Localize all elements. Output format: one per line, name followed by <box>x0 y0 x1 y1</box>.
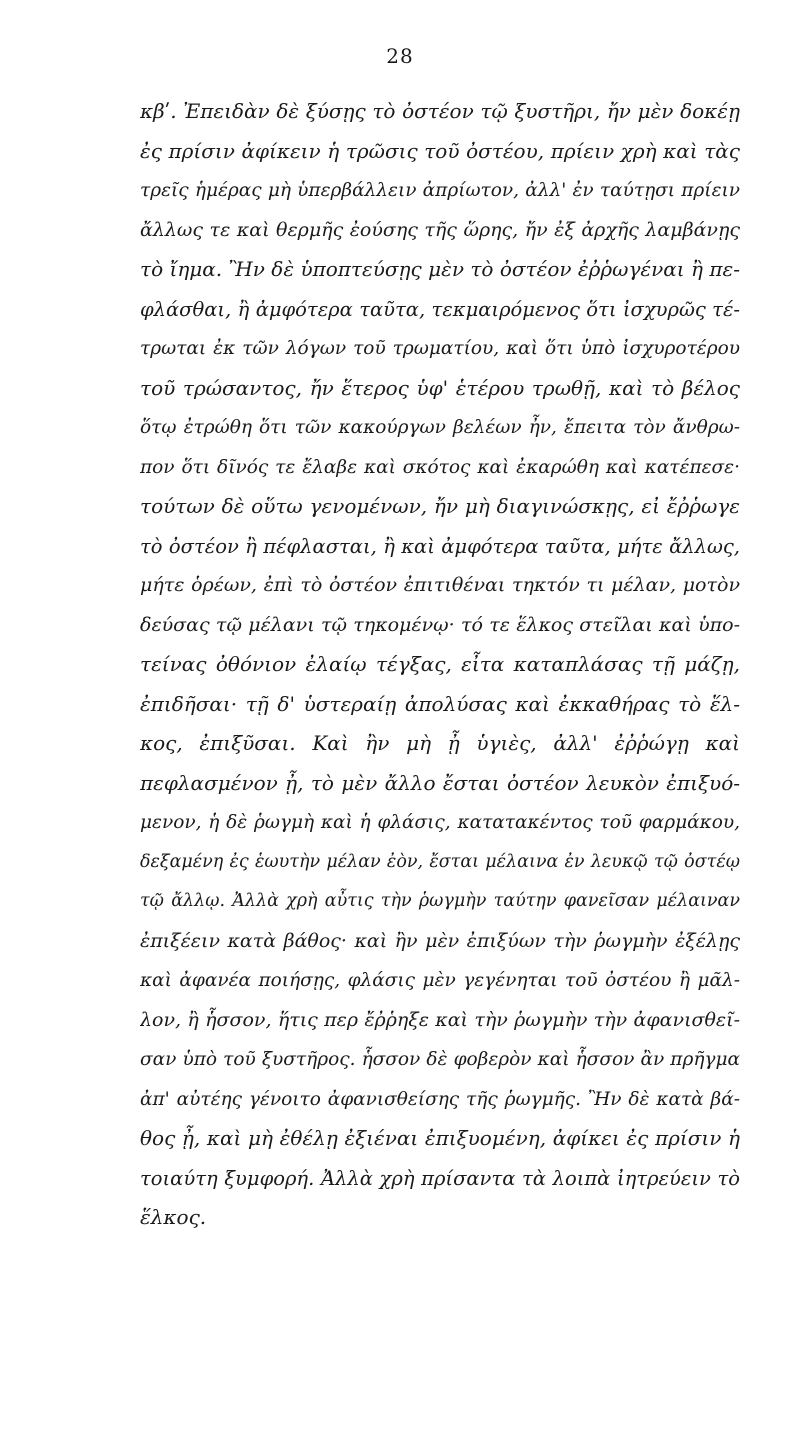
text-line: πον ὅτι δῖνός τε ἔλαβε καὶ σκότος καὶ ἐκαρώθη καὶ κατέπεσε· <box>140 456 740 478</box>
text-line: τρωται ἐκ τῶν λόγων τοῦ τρωματίου, καὶ ὅτι ὑπὸ ἰσχυροτέρου <box>140 338 740 359</box>
text-line: κος, ἐπιξῦσαι. Καὶ ἢν μὴ ᾖ ὑγιὲς, ἀλλ' ἐῤῥώγῃ καὶ <box>140 731 740 755</box>
text-line: τοιαύτη ξυμφορή. Ἀλλὰ χρὴ πρίσαντα τὰ λοιπὰ ἰητρεύειν τὸ <box>140 1166 740 1190</box>
text-line: φλάσθαι, ἢ ἀμφότερα ταῦτα, τεκμαιρόμενος ὅτι ἰσχυρῶς τέ- <box>140 297 740 321</box>
text-line: δεύσας τῷ μέλανι τῷ τηκομένῳ· τό τε ἕλκος στεῖλαι καὶ ὑπο- <box>140 613 740 636</box>
text-line: ἐς πρίσιν ἀφίκειν ἡ τρῶσις τοῦ ὀστέου, πρίειν χρὴ καὶ τὰς <box>140 138 740 163</box>
text-line: τὸ ἴημα. Ἢν δὲ ὑποπτεύσῃς μὲν τὸ ὀστέον ἐῤῥωγέναι ἢ πε- <box>140 257 740 281</box>
page-number: 28 <box>386 44 414 68</box>
text-line: ὅτῳ ἐτρώθη ὅτι τῶν κακούργων βελέων ἦν, ἔπειτα τὸν ἄνθρω- <box>140 417 740 438</box>
text-line: ἐπιξέειν κατὰ βάθος· καὶ ἢν μὲν ἐπιξύων τὴν ῥωγμὴν ἐξέλῃς <box>140 929 740 952</box>
text-line: πεφλασμένον ᾖ, τὸ μὲν ἄλλο ἔσται ὀστέον λευκὸν ἐπιξυό- <box>140 770 740 795</box>
text-line: σαν ὑπὸ τοῦ ξυστῆρος. ἧσσον δὲ φοβερὸν καὶ ἧσσον ἂν πρῆγμα <box>140 1049 740 1070</box>
text-line: καὶ ἀφανέα ποιήσῃς, φλάσις μὲν γεγένηται τοῦ ὀστέου ἢ μᾶλ- <box>140 970 740 991</box>
text-line: τῷ ἄλλῳ. Ἀλλὰ χρὴ αὖτις τὴν ῥωγμὴν ταύτην φανεῖσαν μέλαιναν <box>140 891 740 911</box>
text-line: κβʹ. Ἐπειδὰν δὲ ξύσῃς τὸ ὀστέον τῷ ξυστῆρι, ἤν μὲν δοκέῃ <box>140 99 740 123</box>
text-line: μήτε ὁρέων, ἐπὶ τὸ ὀστέον ἐπιτιθέναι τηκτόν τι μέλαν, μοτὸν <box>140 574 740 596</box>
text-line: ἀπ' αὐτέης γένοιτο ἀφανισθείσης τῆς ῥωγμῆς. Ἢν δὲ κατὰ βά- <box>140 1088 740 1110</box>
text-line: τρεῖς ἡμέρας μὴ ὑπερβάλλειν ἀπρίωτον, ἀλλ' ἐν ταύτῃσι πρίειν <box>140 180 740 201</box>
text-line: λον, ἢ ἧσσον, ἥτις περ ἔῤῥηξε καὶ τὴν ῥωγμὴν τὴν ἀφανισθεῖ- <box>140 1008 740 1031</box>
text-line: δεξαμένη ἐς ἑωυτὴν μέλαν ἐὸν, ἔσται μέλαινα ἐν λευκῷ τῷ ὀστέῳ <box>140 851 740 872</box>
text-line: τείνας ὀθόνιον ἐλαίῳ τέγξας, εἶτα καταπλάσας τῇ μάζῃ, <box>140 652 740 676</box>
text-line: τούτων δὲ οὕτω γενομένων, ἤν μὴ διαγινώσκῃς, εἰ ἔῤῥωγε <box>140 494 740 518</box>
text-line: τοῦ τρώσαντος, ἤν ἕτερος ὑφ' ἑτέρου τρωθῇ, καὶ τὸ βέλος <box>140 375 740 400</box>
text-line: ἕλκος. <box>140 1205 207 1229</box>
text-line: ἐπιδῆσαι· τῇ δ' ὑστεραίῃ ἀπολύσας καὶ ἐκκαθήρας τὸ ἕλ- <box>140 691 740 716</box>
text-line: μενον, ἡ δὲ ῥωγμὴ καὶ ἡ φλάσις, κατατακέντος τοῦ φαρμάκου, <box>140 812 740 833</box>
text-line: θος ᾖ, καὶ μὴ ἐθέλῃ ἐξιέναι ἐπιξυομένη, ἀφίκει ἐς πρίσιν ἡ <box>140 1126 740 1150</box>
body-text <box>140 92 740 1238</box>
text-line: τὸ ὀστέον ἢ πέφλασται, ἢ καὶ ἀμφότερα ταῦτα, μήτε ἄλλως, <box>140 534 740 558</box>
text-line: ἄλλως τε καὶ θερμῆς ἐούσης τῆς ὥρης, ἤν ἐξ ἀρχῆς λαμβάνῃς <box>140 218 740 241</box>
